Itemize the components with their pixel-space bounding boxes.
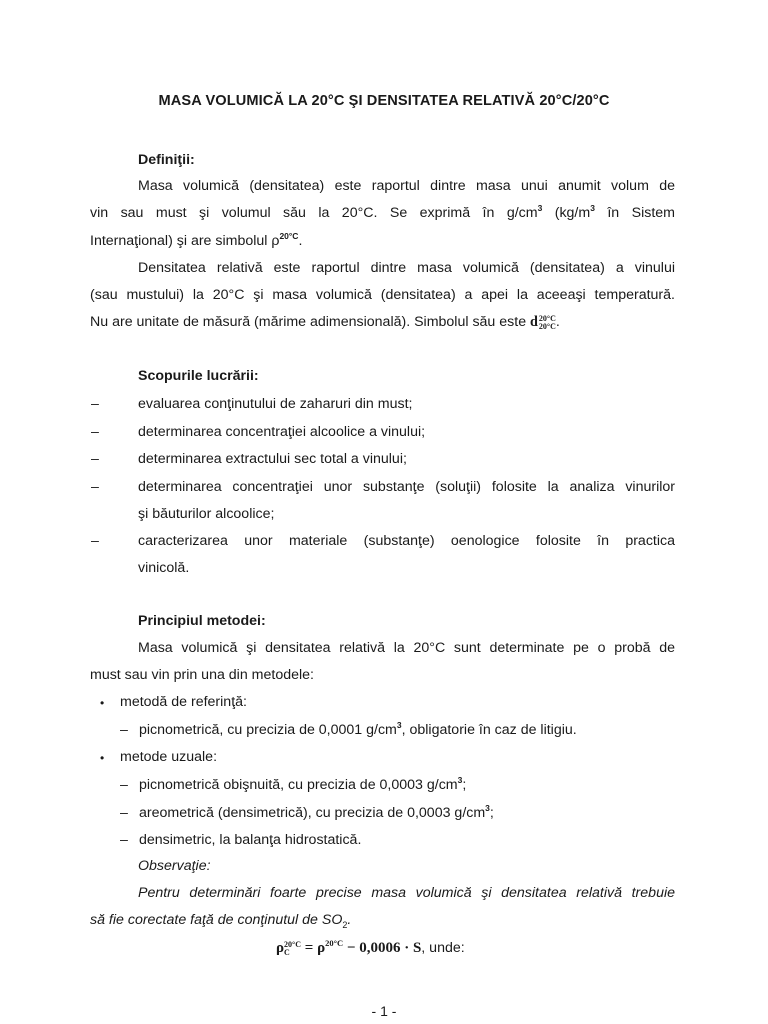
- usual-method-2: areometrică (densimetrică), cu precizia de 0,0003 $g/cm^3$;: [139, 803, 494, 821]
- page-number: - 1 -: [371, 1003, 397, 1019]
- bullet-dot: •: [100, 751, 105, 765]
- list-dash: –: [91, 533, 99, 549]
- list-dash: –: [120, 777, 128, 793]
- principle-line-1: Masa volumică şi densitatea relativă la 20°C sunt determinate pe o probă de: [138, 640, 675, 656]
- scope-item-4-line-2: şi băuturilor alcoolice;: [138, 506, 275, 522]
- scope-heading: Scopurile lucrării:: [138, 368, 259, 384]
- observation-line-1: Pentru determinări foarte precise masa volumică şi densitatea relativă trebuie: [138, 885, 675, 901]
- definition-2-line-1: Densitatea relativă este raportul dintre masa volumică (densitatea) a vinului: [138, 260, 675, 276]
- list-dash: –: [120, 722, 128, 738]
- observation-line-2: să fie corectate faţă de conţinutul de $SO_2$.: [90, 912, 352, 930]
- scope-item-1: evaluarea conţinutului de zaharuri din must;: [138, 396, 413, 412]
- list-dash: –: [91, 479, 99, 495]
- scope-item-5-line-1: caracterizarea unor materiale (substanţe) oenologice folosite în practica: [138, 533, 675, 549]
- principle-heading: Principiul metodei:: [138, 613, 266, 629]
- reference-method: metodă de referinţă:: [120, 694, 247, 710]
- scope-item-2: determinarea concentraţiei alcoolice a vinului;: [138, 424, 426, 440]
- observation-label: Observaţie:: [138, 858, 211, 874]
- definition-2-line-3: Nu are unitate de măsură (mărime adimensională). Simbolul său este d 20°C 20°C .: [90, 313, 560, 331]
- principle-line-2: must sau vin prin una din metodele:: [90, 667, 314, 683]
- reference-method-detail: picnometrică, cu precizia de 0,0001 $g/cm^3$, obligatorie în caz de litigiu.: [139, 720, 577, 738]
- scope-item-4-line-1: determinarea concentraţiei unor substanţe (soluţii) folosite la analiza vinurilor: [138, 479, 675, 495]
- correction-formula: ρ 20°C C = $\rho^{20^\circ C} - 0,0006 \cdot S$, unde:: [276, 938, 465, 957]
- definition-1-line-3: Internaţional) şi are simbolul $\rho^{20^\circ C}$.: [90, 231, 303, 249]
- formula-expression: ρ 20°C C = $\rho^{20^\circ C} - 0,0006 \cdot S$: [276, 938, 422, 957]
- list-dash: –: [120, 805, 128, 821]
- definition-1-line-2: vin sau must şi volumul său la 20°C. Se exprimă în $g/cm^3$ ($kg/m^3$ în Sistem: [90, 203, 675, 221]
- usual-methods: metode uzuale:: [120, 749, 218, 765]
- usual-method-1: picnometrică obişnuită, cu precizia de 0,0003 $g/cm^3$;: [139, 775, 467, 793]
- definition-2-line-2: (sau mustului) la 20°C şi masa volumică (densitatea) a apei la aceeaşi temperatură.: [90, 287, 675, 303]
- bullet-dot: •: [100, 696, 105, 710]
- list-dash: –: [91, 424, 99, 440]
- scope-item-5-line-2: vinicolă.: [138, 560, 190, 576]
- list-dash: –: [91, 451, 99, 467]
- relative-density-symbol: d 20°C 20°C: [530, 313, 556, 331]
- list-dash: –: [120, 832, 128, 848]
- scope-item-3: determinarea extractului sec total a vinului;: [138, 451, 407, 467]
- definitions-heading: Definiţii:: [138, 152, 195, 168]
- page-title: MASA VOLUMICĂ LA 20°C ŞI DENSITATEA RELATIVĂ 20°C/20°C: [158, 93, 610, 109]
- list-dash: –: [91, 396, 99, 412]
- usual-method-3: densimetric, la balanţa hidrostatică.: [139, 832, 362, 848]
- definition-1-line-1: Masa volumică (densitatea) este raportul dintre masa unui anumit volum de: [138, 178, 675, 194]
